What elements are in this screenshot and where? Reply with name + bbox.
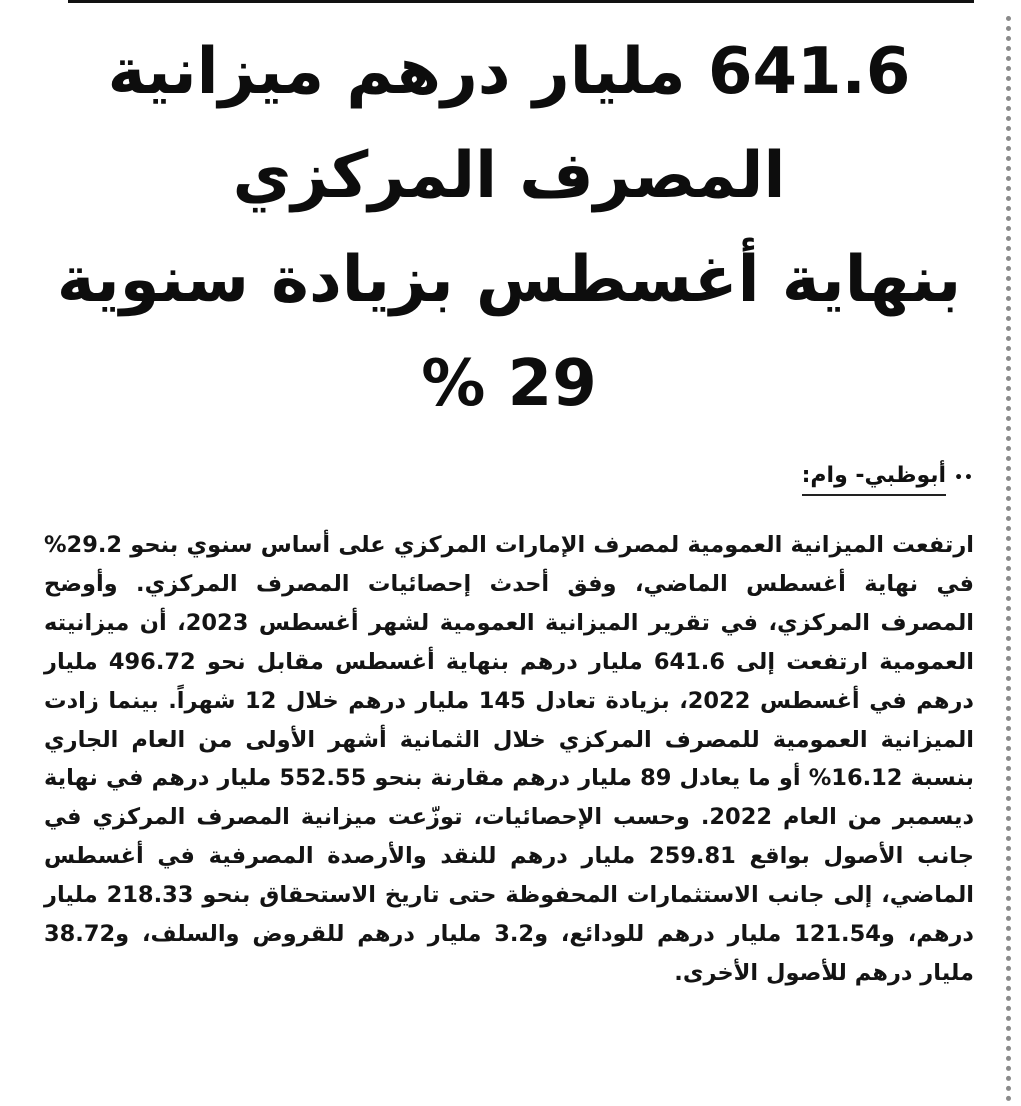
byline-bullet-icon: •• (954, 470, 974, 486)
top-rule (68, 0, 974, 3)
headline-line-1: 641.6 مليار درهم ميزانية المصرف المركزي (107, 35, 911, 213)
dotted-column-border (1006, 16, 1011, 1102)
byline-text: أبوظبي- وام: (802, 460, 946, 496)
article-body: ارتفعت الميزانية العمومية لمصرف الإمارات المركزي على أساس سنوي بنحو 29.2% في نهاية أغسطس الماضي، وفق أحدث إحصائيات المصرف المركزي. وأوضح المصرف المركزي، في تقرير الميزانية العمومية لشهر أغسطس 2023، أن ميزانيته العمومية ارتفعت إلى 641.6 مليار درهم بنهاية أغسطس مقابل نحو 496.72 مليار درهم في أغسطس 2022، بزيادة تعادل 145 مليار درهم خلال 12 شهراً. بينما زادت الميزانية العمومية للمصرف المركزي خلال الثمانية أشهر الأولى من العام الجاري بنسبة 16.12% أو ما يعادل 89 مليار درهم مقارنة بنحو 552.55 مليار درهم في نهاية ديسمبر من العام 2022. وحسب الإحصائيات، توزّعت ميزانية المصرف المركزي في جانب الأصول بواقع 259.81 مليار درهم للنقد والأرصدة المصرفية في أغسطس الماضي، إلى جانب الاستثمارات المحفوظة حتى تاريخ الاستحقاق بنحو 218.33 مليار درهم، و121.54 مليار درهم للودائع، و3.2 مليار درهم للقروض والسلف، و38.72 مليار درهم للأصول الأخرى. (44, 532, 975, 986)
headline (44, 20, 974, 436)
byline (44, 460, 974, 496)
headline-line-2: بنهاية أغسطس بزيادة سنوية 29 % (56, 243, 962, 421)
news-article (44, 20, 974, 993)
